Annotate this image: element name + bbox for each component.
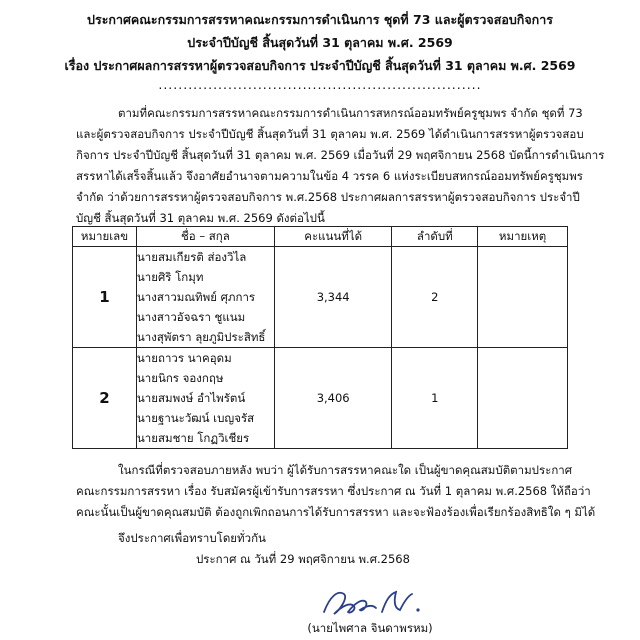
- table-header-row: [73, 227, 568, 247]
- signatory-name: (นายไพศาล จินดาพรหม): [307, 621, 433, 635]
- candidate-name: นายถาวร นาคอุดม: [136, 351, 232, 365]
- announcement-date: ประกาศ ณ วันที่ 29 พฤศจิกายน พ.ศ.2568: [196, 552, 410, 566]
- intro-line-3: กิจการ ประจำปีบัญชี สิ้นสุดวันที่ 31 ตุลาคม พ.ศ. 2569 เมื่อวันที่ 29 พฤศจิกายน 2568 บัดนี้การดำเนินการ: [76, 148, 605, 162]
- candidate-name: นายฐานะวัฒน์ เบญจรัส: [136, 411, 255, 425]
- header-title-line2: ประจำปีบัญชี สิ้นสุดวันที่ 31 ตุลาคม พ.ศ. 2569: [187, 35, 453, 50]
- intro-line-6: บัญชี สิ้นสุดวันที่ 31 ตุลาคม พ.ศ. 2569 ดังต่อไปนี้: [76, 211, 325, 225]
- header-name: ชื่อ – สกุล: [136, 227, 274, 247]
- candidate-name: นางสาวมณทิพย์ ศุภการ: [136, 290, 256, 304]
- closing-line-2: คณะกรรมการสรรหา เรื่อง รับสมัครผู้เข้ารับการสรรหา ซึ่งประกาศ ณ วันที่ 1 ตุลาคม พ.ศ.2568 ให้ถือว่า: [76, 484, 591, 498]
- candidate-rank: 1: [392, 348, 478, 449]
- header-title-line1: ประกาศคณะกรรมการสรรหาคณะกรรมการดำเนินการ ชุดที่ 73 และผู้ตรวจสอบกิจการ: [87, 12, 553, 27]
- candidate-number: 1: [73, 247, 137, 348]
- intro-line-5: จำกัด ว่าด้วยการสรรหาผู้ตรวจสอบกิจการ พ.ศ.2568 ประกาศผลการสรรหาผู้ตรวจสอบกิจการ ประจำปี: [76, 190, 580, 204]
- header-rank: ลำดับที่: [392, 227, 478, 247]
- results-table: [72, 226, 568, 449]
- candidate-name: นายสมพงษ์ อำไพรัตน์: [136, 391, 246, 405]
- candidate-note: [478, 348, 568, 449]
- candidate-note: [478, 247, 568, 348]
- candidate-score: 3,344: [274, 247, 392, 348]
- candidate-name: นายศิริ โกมุท: [136, 270, 204, 284]
- candidate-number: 2: [73, 348, 137, 449]
- handwritten-signature: [316, 586, 426, 620]
- announcement-text: จึงประกาศเพื่อทราบโดยทั่วกัน: [118, 531, 266, 545]
- candidate-names: [136, 247, 274, 348]
- header-score: คะแนนที่ได้: [274, 227, 392, 247]
- header-subject-line: เรื่อง ประกาศผลการสรรหาผู้ตรวจสอบกิจการ ประจำปีบัญชี สิ้นสุดวันที่ 31 ตุลาคม พ.ศ. 2569: [64, 58, 576, 73]
- intro-line-4: สรรหาได้เสร็จสิ้นแล้ว จึงอาศัยอำนาจตามความในข้อ 4 วรรค 6 แห่งระเบียบสหกรณ์ออมทรัพย์ครูชุมพร: [76, 169, 583, 183]
- table-row: [73, 247, 568, 348]
- intro-line-2: และผู้ตรวจสอบกิจการ ประจำปีบัญชี สิ้นสุดวันที่ 31 ตุลาคม พ.ศ. 2569 ได้ดำเนินการสรรหาผู้ตรวจสอบ: [76, 127, 584, 141]
- candidate-name: นางสาวอัจฉรา ชูแนม: [136, 310, 246, 324]
- candidate-names: [136, 348, 274, 449]
- candidate-name: นายสมชาย โกฏวิเชียร: [136, 431, 250, 445]
- candidate-name: นางสุพัตรา ลุยภูมิประสิทธิ์: [136, 330, 266, 344]
- header-dotted-separator: .................................................................: [158, 77, 482, 92]
- header-number: หมายเลข: [73, 227, 137, 247]
- candidate-name: นายสมเกียรติ ส่องวิไล: [136, 250, 247, 264]
- closing-line-3: คณะนั้นเป็นผู้ขาดคุณสมบัติ ต้องถูกเพิกถอนการได้รับการสรรหา และจะฟ้องร้องเพื่อเรียกร้องสิทธิใด ๆ มิได้: [76, 505, 596, 519]
- table-row: [73, 348, 568, 449]
- candidate-rank: 2: [392, 247, 478, 348]
- candidate-name: นายนิกร จองกฤษ: [136, 371, 224, 385]
- closing-line-1: ในกรณีที่ตรวจสอบภายหลัง พบว่า ผู้ได้รับการสรรหาคณะใด เป็นผู้ขาดคุณสมบัติตามประกาศ: [118, 463, 573, 477]
- header-note: หมายเหตุ: [478, 227, 568, 247]
- candidate-score: 3,406: [274, 348, 392, 449]
- intro-line-1: ตามที่คณะกรรมการสรรหาคณะกรรมการดำเนินการสหกรณ์ออมทรัพย์ครูชุมพร จำกัด ชุดที่ 73: [118, 106, 583, 120]
